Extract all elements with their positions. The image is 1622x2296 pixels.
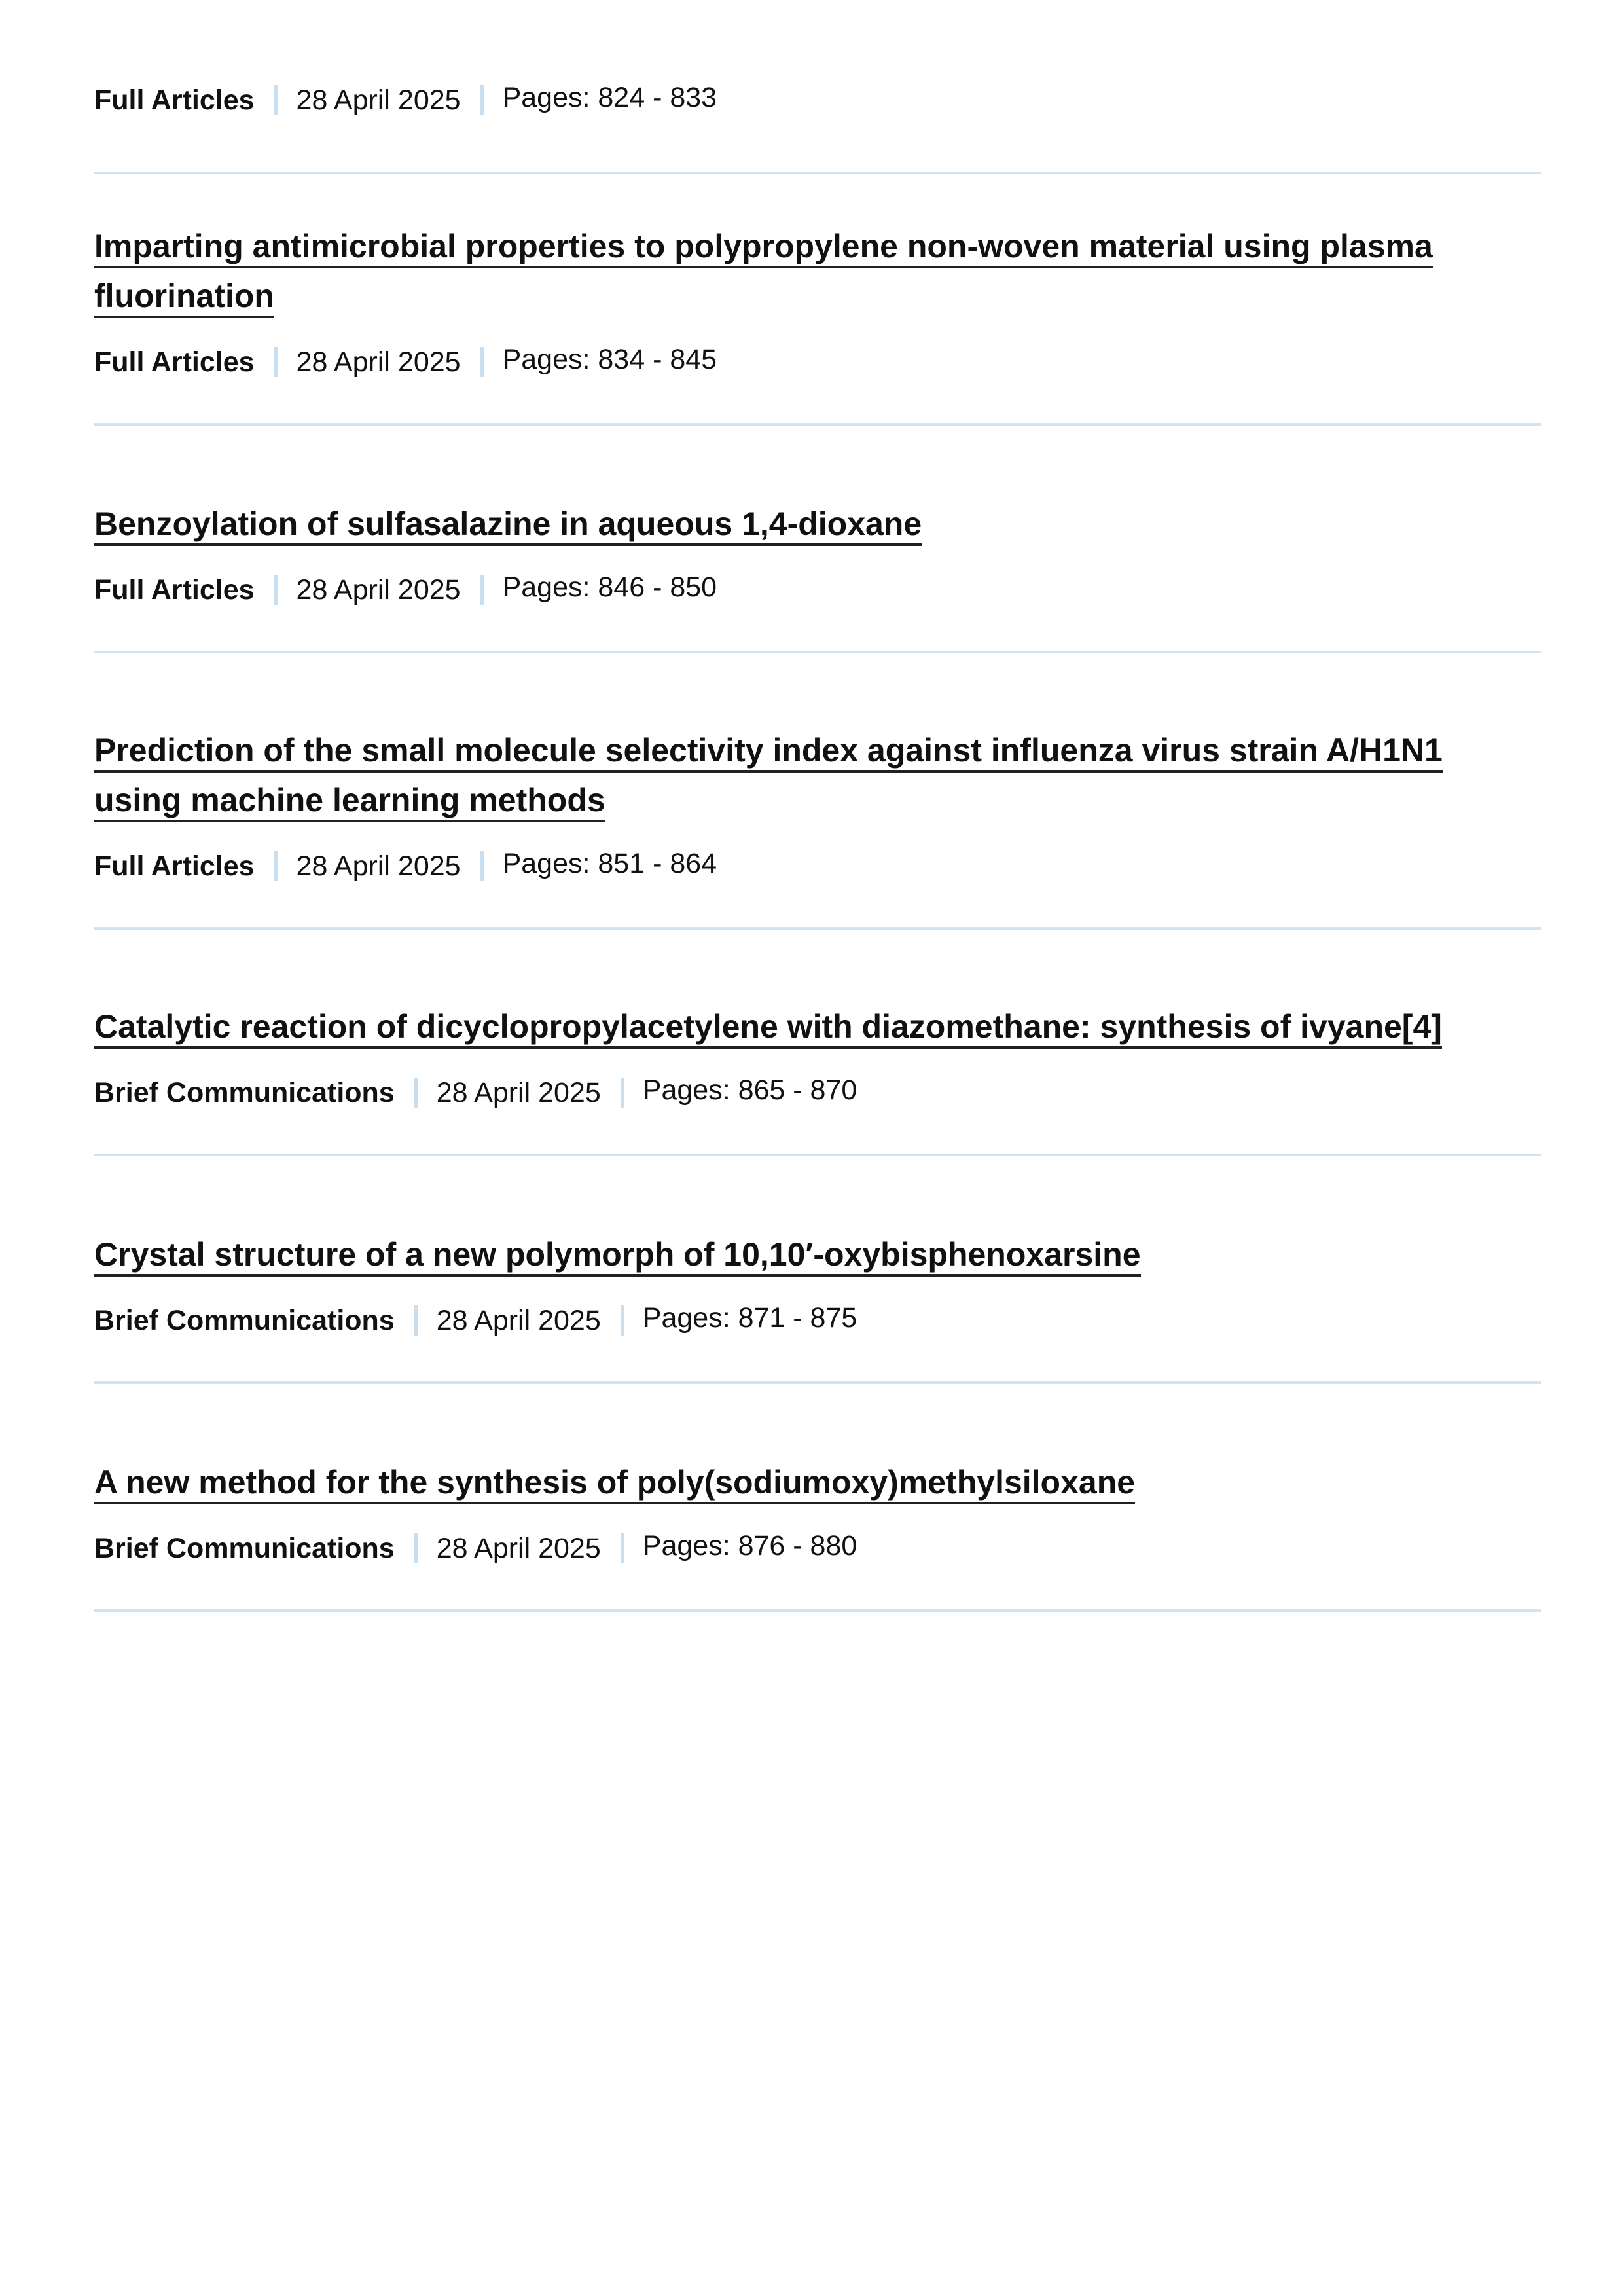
article-date: 28 April 2025 <box>296 346 461 378</box>
divider <box>94 1154 1541 1156</box>
meta-separator <box>274 575 278 605</box>
article-title-link[interactable]: A new method for the synthesis of poly(sodiumoxy)methylsiloxane <box>94 1464 1135 1504</box>
meta-separator <box>480 85 484 115</box>
meta-separator <box>621 1078 624 1108</box>
article-section: Full Articles <box>94 84 255 116</box>
meta-separator <box>274 347 278 377</box>
meta-separator <box>414 1533 418 1563</box>
article-section: Brief Communications <box>94 1532 395 1564</box>
article-entry <box>94 725 1541 930</box>
article-pages: Pages: 876 - 880 <box>642 1529 857 1561</box>
article-pages: Pages: 834 - 845 <box>502 343 717 375</box>
article-entry <box>94 221 1541 426</box>
divider <box>94 423 1541 426</box>
meta-separator <box>480 851 484 881</box>
article-date: 28 April 2025 <box>296 84 461 116</box>
article-section: Brief Communications <box>94 1304 395 1336</box>
divider <box>94 172 1541 174</box>
article-date: 28 April 2025 <box>436 1532 601 1564</box>
article-entry <box>94 499 1541 653</box>
article-meta <box>94 81 717 116</box>
article-title-link[interactable]: Crystal structure of a new polymorph of 10,10′-oxybisphenoxarsine <box>94 1236 1141 1277</box>
article-date: 28 April 2025 <box>436 1304 601 1336</box>
article-entry <box>94 1457 1541 1612</box>
article-title-link[interactable]: Benzoylation of sulfasalazine in aqueous 1,4-dioxane <box>94 505 922 546</box>
article-title-link[interactable]: Prediction of the small molecule selectivity index against influenza virus strain A/H1N1 using machine learning methods <box>94 732 1443 822</box>
article-meta <box>94 847 1541 882</box>
article-title-link[interactable]: Imparting antimicrobial properties to polypropylene non-woven material using plasma fluorination <box>94 228 1433 318</box>
article-section: Brief Communications <box>94 1076 395 1108</box>
meta-separator <box>274 851 278 881</box>
article-title <box>94 1457 1495 1507</box>
meta-separator <box>274 85 278 115</box>
article-entry <box>94 1230 1541 1384</box>
article-section: Full Articles <box>94 574 255 606</box>
divider <box>94 927 1541 930</box>
article-date: 28 April 2025 <box>436 1076 601 1108</box>
article-section: Full Articles <box>94 346 255 378</box>
article-title <box>94 499 1495 549</box>
article-meta <box>94 1529 1541 1564</box>
divider <box>94 1381 1541 1384</box>
meta-separator <box>480 347 484 377</box>
article-title <box>94 725 1495 825</box>
divider <box>94 651 1541 653</box>
article-pages: Pages: 871 - 875 <box>642 1302 857 1334</box>
article-entry <box>94 1002 1541 1156</box>
article-pages: Pages: 865 - 870 <box>642 1074 857 1106</box>
article-title <box>94 1002 1495 1051</box>
article-title-link[interactable]: Catalytic reaction of dicyclopropylacetylene with diazomethane: synthesis of ivyane[4] <box>94 1008 1442 1049</box>
article-meta <box>94 343 1541 378</box>
divider <box>94 1609 1541 1612</box>
article-pages: Pages: 824 - 833 <box>502 81 717 113</box>
meta-separator <box>621 1533 624 1563</box>
article-date: 28 April 2025 <box>296 850 461 882</box>
article-date: 28 April 2025 <box>296 574 461 606</box>
article-pages: Pages: 846 - 850 <box>502 571 717 603</box>
article-meta <box>94 571 1541 606</box>
article-section: Full Articles <box>94 850 255 882</box>
article-pages: Pages: 851 - 864 <box>502 847 717 879</box>
article-meta <box>94 1302 1541 1336</box>
meta-separator <box>414 1078 418 1108</box>
article-meta <box>94 1074 1541 1108</box>
meta-separator <box>480 575 484 605</box>
article-title <box>94 1230 1495 1279</box>
meta-separator <box>621 1305 624 1336</box>
meta-separator <box>414 1305 418 1336</box>
article-title <box>94 221 1495 321</box>
